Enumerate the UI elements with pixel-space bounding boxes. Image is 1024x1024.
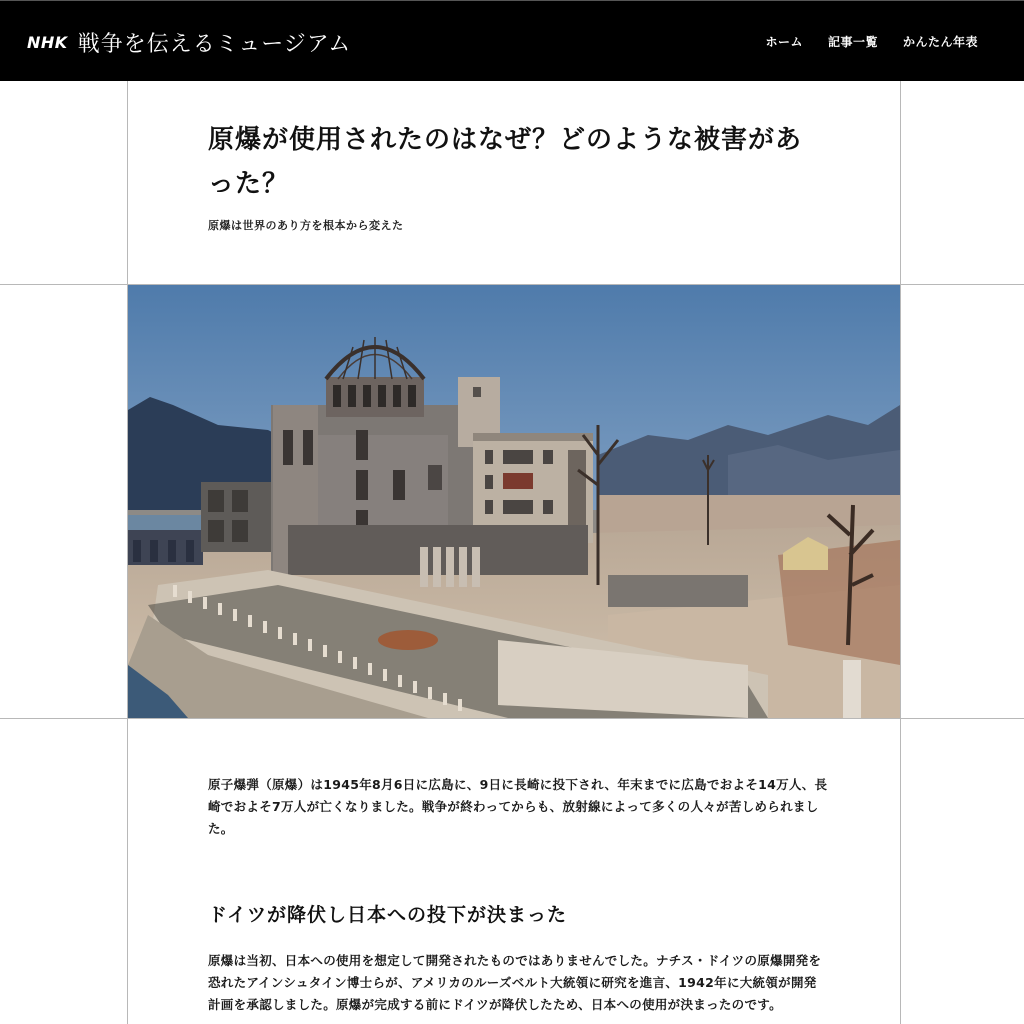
hero-image	[128, 285, 900, 718]
grid-line-bottom	[0, 718, 1024, 719]
nhk-logo: NHK	[27, 33, 68, 52]
article-lead: 原子爆弾（原爆）は1945年8月6日に広島に、9日に長崎に投下され、年末までに広島でおよそ14万人、長崎でおよそ7万人が亡くなりました。戦争が終わってからも、放射線によって多くの人々が苦しめられました。	[208, 777, 828, 836]
nav-article-list[interactable]: 記事一覧	[827, 35, 878, 49]
site-header	[0, 0, 1024, 81]
article-title: 原爆が使用されたのはなぜ？どのような被害があった？	[208, 125, 803, 199]
section-heading: ドイツが降伏し日本への投下が決まった	[208, 904, 568, 926]
hiroshima-dome-photo	[128, 285, 900, 718]
section-body: 原爆は当初、日本への使用を想定して開発されたものではありませんでした。ナチス・ドイツの原爆開発を恐れたアインシュタイン博士らが、アメリカのルーズベルト大統領に研究を進言、1942年に大統領が開発計画を承認しました。原爆が完成する前にドイツが降伏したため、日本への使用が決まったのです。	[208, 953, 822, 1012]
nav-timeline[interactable]: かんたん年表	[902, 35, 978, 49]
main-nav	[765, 33, 978, 50]
article-subtitle: 原爆は世界のあり方を根本から変えた	[208, 219, 404, 232]
grid-line-right	[900, 81, 901, 1024]
nav-home[interactable]: ホーム	[765, 35, 803, 49]
site-title: 戦争を伝えるミュージアム	[77, 32, 352, 57]
site-logo-link[interactable]	[27, 27, 351, 58]
